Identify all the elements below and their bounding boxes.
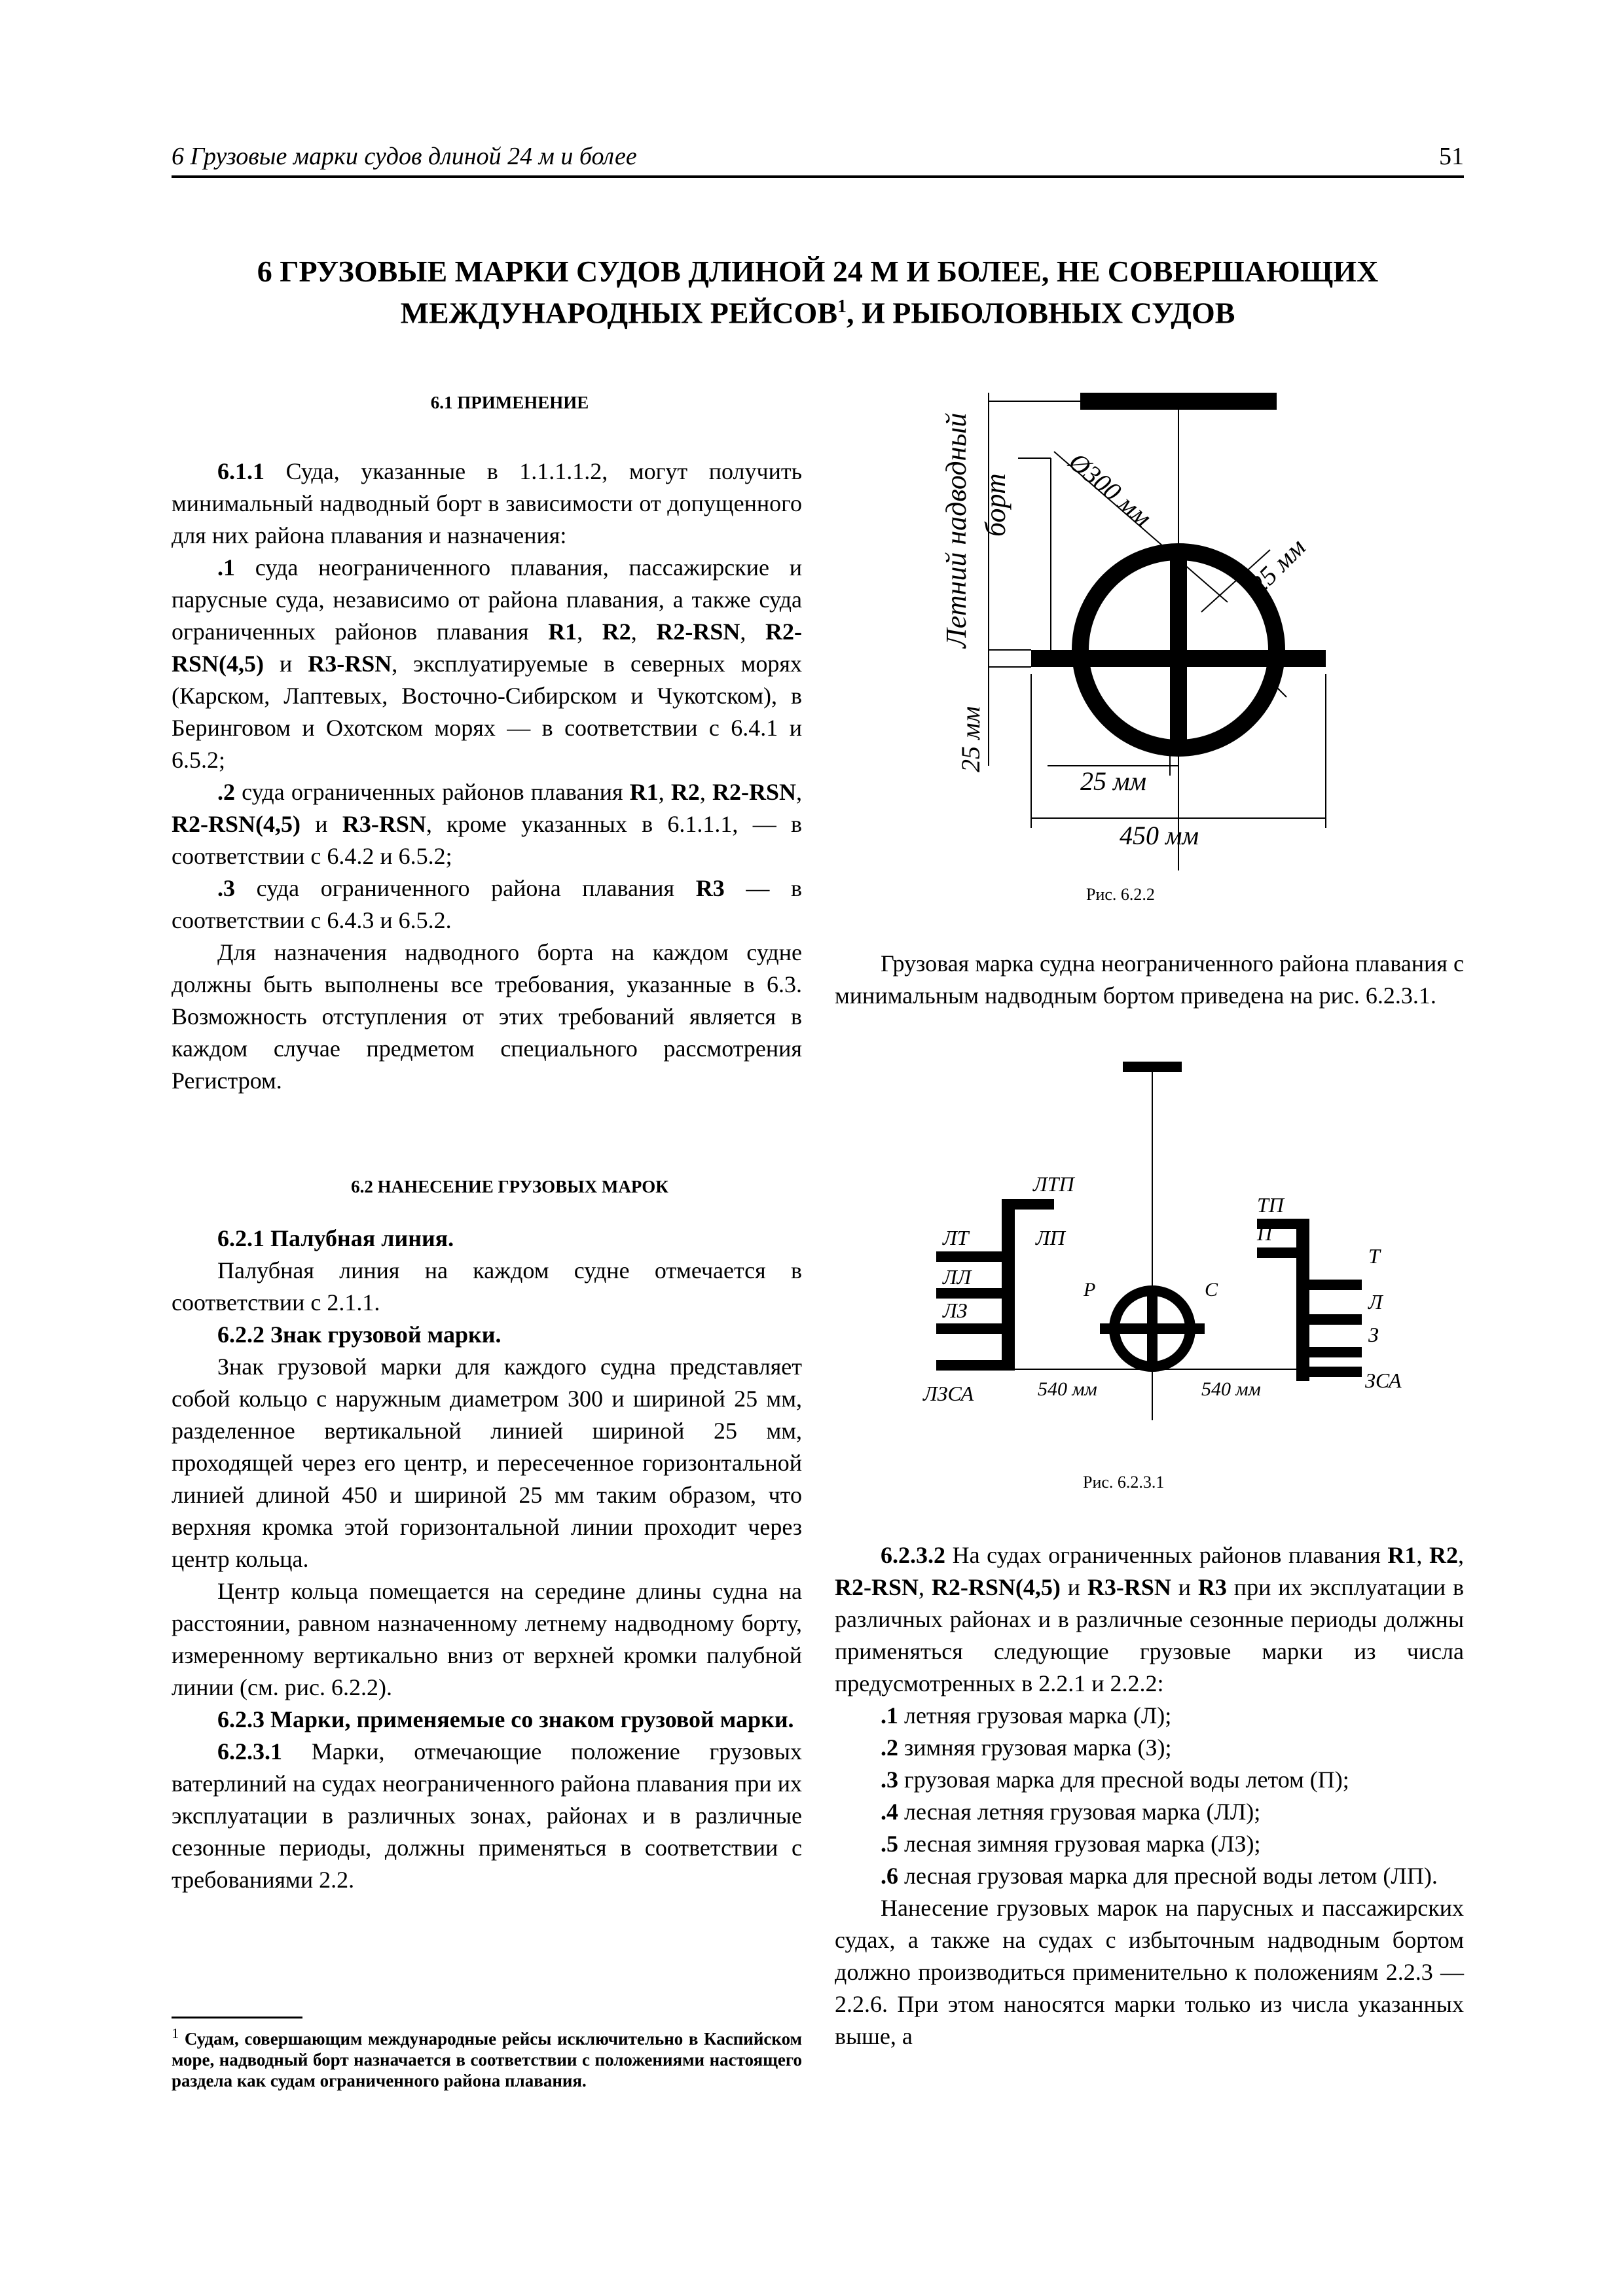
label-540-right: 540 мм [1201, 1378, 1261, 1400]
section-heading-6-1: 6.1 ПРИМЕНЕНИЕ [430, 393, 589, 412]
label-length: 450 мм [1120, 821, 1199, 850]
label-L: Л [1368, 1290, 1383, 1314]
paragraph-6-2-3-1: 6.2.3.1 Марки, отмечающие положение грузовых ватерлиний на судах неограниченного района плавания при их эксплуатации в различных зонах, районах и в различные сезонные периоды, должны применяться в соответствии с требованиями 2.2. [172, 1738, 802, 1893]
figure-6-2-2-caption: Рис. 6.2.2 [1086, 885, 1155, 904]
mark-item-5: .5 лесная зимняя грузовая марка (ЛЗ); [881, 1831, 1261, 1857]
running-title: 6 Грузовые марки судов длиной 24 м и более [172, 143, 637, 170]
paragraph-6-2-3-2: 6.2.3.2 На судах ограниченных районов плавания R1, R2, R2-RSN, R2-RSN(4,5) и R3-RSN и R3 при их эксплуатации в различных районах и в различные сезонные периоды должны применяться следующие грузовые марки из числа предусмотренных в 2.2.1 и 2.2.2: [835, 1542, 1464, 1696]
label-LL: ЛЛ [943, 1265, 972, 1289]
footnote-ref: 1 [837, 296, 847, 317]
label-TP: ТП [1257, 1193, 1284, 1217]
running-header [172, 141, 1464, 178]
chapter-title [172, 254, 1464, 331]
ring-horizontal-bar [1031, 650, 1326, 667]
label-freeboard-word: борт [979, 473, 1012, 537]
paragraph-6-2-2b: Центр кольца помещается на середине длины судна на расстоянии, равном назначенному летнему надводному борту, измеренному вертикально вниз от верхней кромки палубной линии (см. рис. 6.2.2). [172, 1578, 802, 1700]
label-P: П [1257, 1221, 1273, 1245]
page-number: 51 [1439, 143, 1464, 170]
mark-item-6: .6 лесная грузовая марка для пресной воды летом (ЛП). [881, 1863, 1438, 1889]
paragraph-requirements: Для назначения надводного борта на каждом судне должны быть выполнены все требования, указанные в 6.3. Возможность отступления от этих требований является в каждом случае предметом специального рассмотрения Регистром. [172, 939, 802, 1094]
list-item-2: .2 суда ограниченных районов плавания R1, R2, R2-RSN, R2-RSN(4,5) и R3-RSN, кроме указанных в 6.1.1.1, — в соответствии с 6.4.2 и 6.5.2; [172, 779, 803, 869]
label-540-left: 540 мм [1038, 1378, 1097, 1400]
paragraph-figure-ref: Грузовая марка судна неограниченного района плавания с минимальным надводным бортом приведена на рис. 6.2.3.1. [835, 950, 1464, 1009]
label-LTP: ЛТП [1033, 1172, 1074, 1196]
subheading-6-2-1: 6.2.1 Палубная линия. [217, 1225, 454, 1251]
paragraph-6-1-1: 6.1.1 Суда, указанные в 1.1.1.1.2, могут получить минимальный надводный борт в зависимости от допущенного для них района плавания и назначения: [172, 458, 802, 548]
chapter-title-line-1: 6 ГРУЗОВЫЕ МАРКИ СУДОВ ДЛИНОЙ 24 М И БОЛЕЕ, НЕ СОВЕРШАЮЩИХ [257, 255, 1379, 288]
label-Z: З [1368, 1323, 1379, 1346]
label-LZ: ЛЗ [943, 1299, 968, 1322]
footnote: $^1$ Судам, совершающим международные рейсы исключительно в Каспийском море, надводный борт назначается в соответствии с положениями настоящего раздела как судам ограниченного района плавания. [172, 2025, 802, 2090]
label-ring-width: 25 мм [1243, 532, 1311, 600]
label-bar-thickness: 25 мм [956, 706, 985, 772]
left-column [172, 391, 802, 1896]
paragraph-6-2-1: Палубная линия на каждом судне отмечается в соответствии с 2.1.1. [172, 1257, 802, 1316]
footnote-rule [172, 2017, 302, 2018]
subheading-6-2-2: 6.2.2 Знак грузовой марки. [217, 1321, 501, 1348]
label-ZSA: ЗСА [1365, 1369, 1402, 1392]
list-item-1: .1 суда неограниченного плавания, пассажирские и парусные суда, независимо от района плавания, а также суда ограниченных районов плавания R1, R2, R2-RSN, R2-RSN(4,5) и R3-RSN, эксплуатируемые в северных морях (Карском, Лаптевых, Восточно-Сибирском и Чукотском), в Беринговом и Охотском морях — в соответствии с 6.4.1 и 6.5.2; [172, 554, 803, 773]
mark-item-4: .4 лесная летняя грузовая марка (ЛЛ); [881, 1799, 1261, 1825]
paragraph-6-2-2a: Знак грузовой марки для каждого судна представляет собой кольцо с наружным диаметром 300 и шириной 25 мм, разделенное вертикальной линией шириной 25 мм, проходящей через его центр, и пересеченное горизонтальной линией длиной 450 и шириной 25 мм таким образом, что верхняя кромка этой горизонтальной линии проходит через центр кольца. [172, 1354, 802, 1572]
figure-6-2-3-1 [864, 1054, 1467, 1420]
mark-item-1: .1 летняя грузовая марка (Л); [881, 1702, 1172, 1729]
label-LP: ЛП [1036, 1226, 1065, 1249]
chapter-title-line-2: МЕЖДУНАРОДНЫХ РЕЙСОВ$^1$, И РЫБОЛОВНЫХ СУДОВ [400, 296, 1235, 330]
paragraph-sailing-ships: Нанесение грузовых марок на парусных и пассажирских судах, а также на судах с избыточным надводным бортом должно производиться применительно к положениям 2.2.3 — 2.2.6. При этом наносятся марки только из числа указанных выше, а [835, 1895, 1464, 2049]
right-column-lower [835, 1539, 1464, 2053]
subheading-6-2-3: 6.2.3 Марки, применяемые со знаком грузовой марки. [217, 1706, 794, 1732]
label-summer-freeboard: Летний надводный [940, 412, 972, 648]
label-LT: ЛТ [943, 1226, 969, 1249]
label-S: С [1205, 1279, 1218, 1300]
label-diameter: Ø300 мм [1063, 446, 1158, 533]
mark-item-3: .3 грузовая марка для пресной воды летом (П); [881, 1767, 1349, 1793]
label-R: Р [1084, 1279, 1096, 1300]
label-LZSA: ЛЗСА [923, 1382, 974, 1405]
mark-item-2: .2 зимняя грузовая марка (З); [881, 1734, 1172, 1761]
label-bar-width: 25 мм [1080, 766, 1147, 796]
right-intro [835, 948, 1464, 1012]
figure-6-2-3-1-caption: Рис. 6.2.3.1 [1083, 1473, 1165, 1492]
figure-6-2-2 [903, 373, 1362, 877]
list-item-3: .3 суда ограниченного района плавания R3 — в соответствии с 6.4.3 и 6.5.2. [172, 875, 802, 933]
section-heading-6-2: 6.2 НАНЕСЕНИЕ ГРУЗОВЫХ МАРОК [351, 1177, 668, 1196]
label-T: Т [1368, 1244, 1380, 1268]
